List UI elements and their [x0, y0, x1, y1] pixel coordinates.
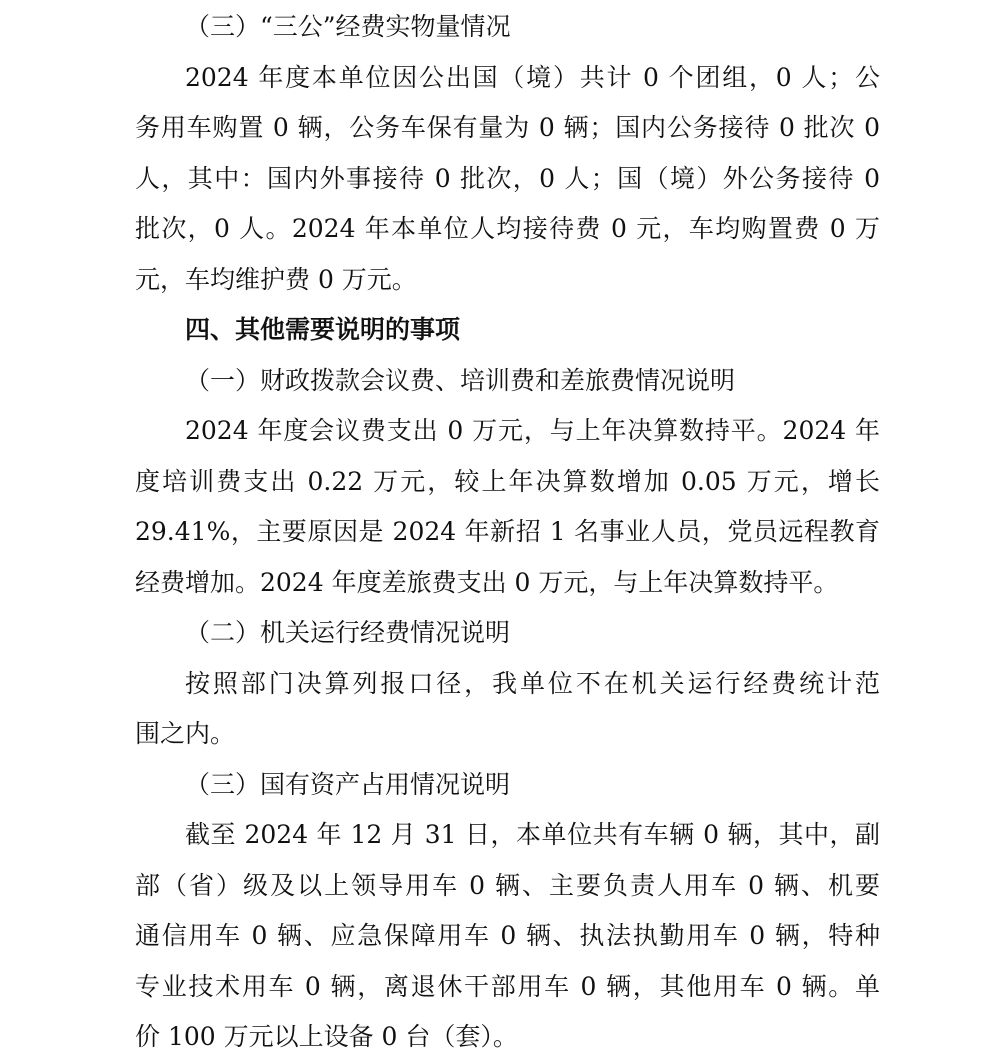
paragraph-line: 人，其中：国内外事接待 0 批次，0 人；国（境）外公务接待 0 — [135, 163, 880, 193]
paragraph-line: 批次，0 人。2024 年本单位人均接待费 0 元，车均购置费 0 万 — [135, 214, 880, 243]
paragraph-line: 价 100 万元以上设备 0 台（套）。 — [135, 1022, 518, 1051]
subsection-heading-meeting-training-travel: （一）财政拨款会议费、培训费和差旅费情况说明 — [185, 365, 736, 395]
paragraph-line: 2024 年度本单位因公出国（境）共计 0 个团组，0 人；公 — [185, 62, 880, 92]
paragraph-line: 29.41%，主要原因是 2024 年新招 1 名事业人员，党员远程教育 — [135, 517, 880, 546]
paragraph-line: 部（省）级及以上领导用车 0 辆、主要负责人用车 0 辆、机要 — [135, 870, 880, 900]
paragraph-line: 专业技术用车 0 辆，离退休干部用车 0 辆，其他用车 0 辆。单 — [135, 971, 880, 1001]
paragraph-line: 围之内。 — [135, 719, 236, 748]
subsection-heading-three-public-expenses: （三）“三公”经费实物量情况 — [185, 12, 511, 41]
document-page — [135, 2, 880, 1063]
paragraph-line: 2024 年度会议费支出 0 万元，与上年决算数持平。2024 年 — [185, 416, 880, 445]
subsection-heading-state-assets: （三）国有资产占用情况说明 — [185, 769, 511, 799]
section-heading-other-matters: 四、其他需要说明的事项 — [185, 315, 461, 344]
paragraph-line: 元，车均维护费 0 万元。 — [135, 264, 417, 294]
paragraph-line: 度培训费支出 0.22 万元，较上年决算数增加 0.05 万元，增长 — [135, 466, 880, 496]
paragraph-line: 务用车购置 0 辆，公务车保有量为 0 辆；国内公务接待 0 批次 0 — [135, 113, 880, 142]
paragraph-line: 截至 2024 年 12 月 31 日，本单位共有车辆 0 辆，其中，副 — [185, 820, 880, 849]
paragraph-line: 按照部门决算列报口径，我单位不在机关运行经费统计范 — [185, 668, 880, 698]
subsection-heading-operating-expenses: （二）机关运行经费情况说明 — [185, 618, 511, 647]
paragraph-line: 通信用车 0 辆、应急保障用车 0 辆、执法执勤用车 0 辆，特种 — [135, 921, 880, 950]
paragraph-line: 经费增加。2024 年度差旅费支出 0 万元，与上年决算数持平。 — [135, 567, 839, 597]
